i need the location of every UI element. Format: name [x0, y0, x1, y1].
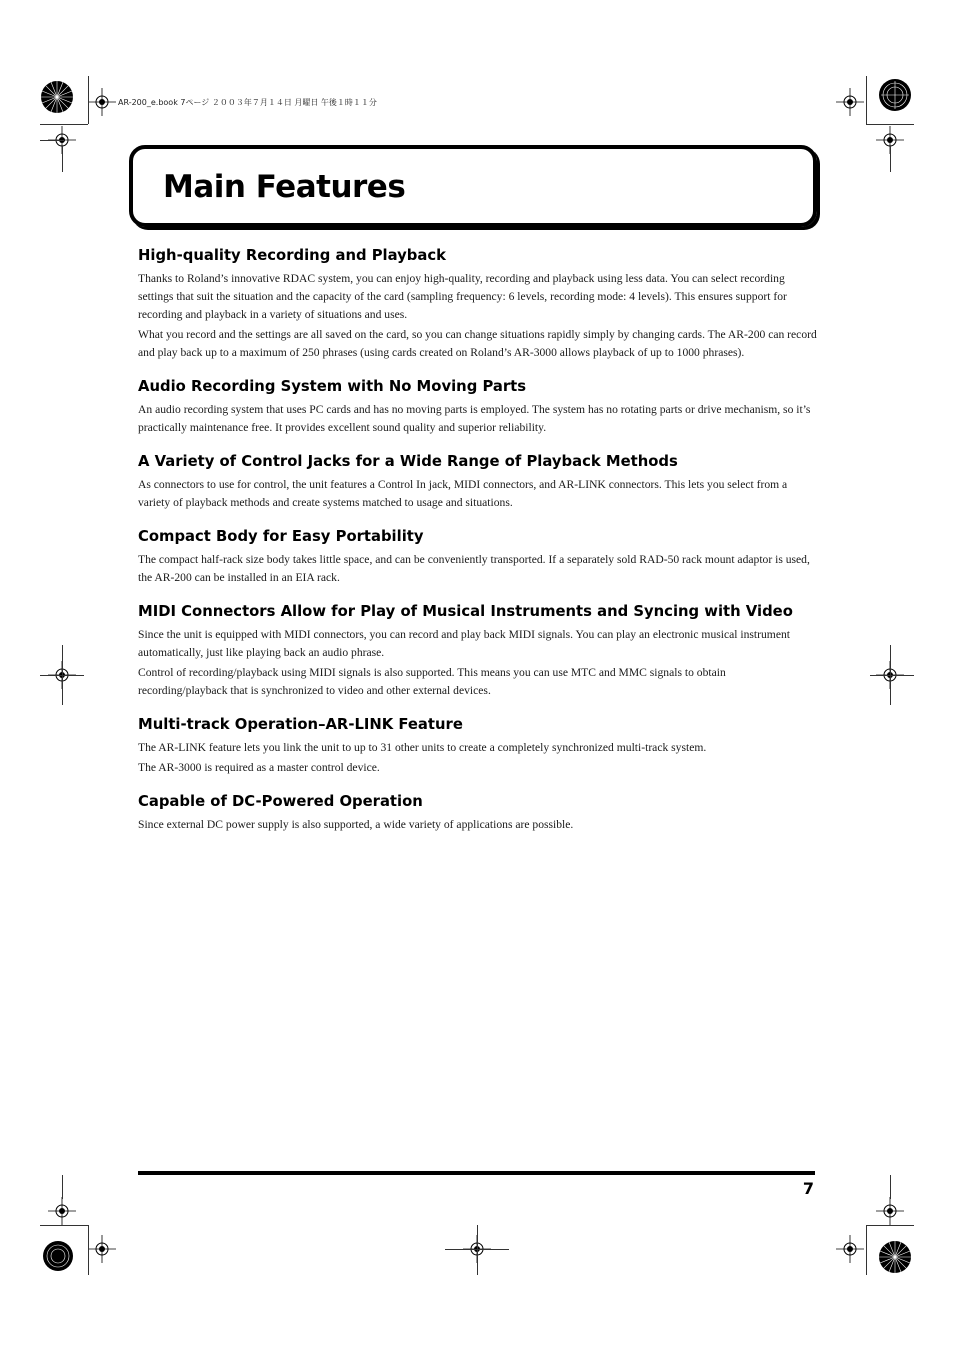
registration-target-icon — [40, 80, 74, 114]
crop-mark — [88, 1225, 89, 1275]
crop-mark — [40, 140, 64, 141]
section-paragraph: The AR-3000 is required as a master control device. — [138, 761, 380, 774]
section-heading: MIDI Connectors Allow for Play of Musical Instruments and Syncing with Video — [138, 603, 793, 620]
crop-mark — [62, 146, 63, 172]
registration-target-icon — [42, 1240, 74, 1272]
crosshair-icon — [48, 1197, 76, 1225]
section-paragraph: What you record and the settings are all saved on the card, so you can change situations rapidly simply by changing cards. The AR-200 can record and play back up to a maximum of 250 phrases (using cards created on Roland’s AR-3000 allows playback of up to 1000 phrases). — [138, 328, 817, 359]
crop-mark — [866, 1225, 914, 1226]
crosshair-icon — [836, 1235, 864, 1263]
section-paragraph: An audio recording system that uses PC cards and has no moving parts is employed. The system has no rotating parts or drive mechanism, so it’s practically maintenance free. It provides excellent sound quality and superior reliability. — [138, 403, 811, 434]
section-paragraph: As connectors to use for control, the unit features a Control In jack, MIDI connectors, and AR-LINK connectors. This lets you select from a variety of playback methods and create systems matched to usage and situations. — [138, 478, 788, 509]
section-paragraph: The AR-LINK feature lets you link the unit to up to 31 other units to create a completely synchronized multi-track system. — [138, 741, 707, 754]
crop-mark — [477, 1225, 478, 1275]
registration-target-icon — [878, 1240, 912, 1274]
section-control-jacks — [138, 453, 818, 512]
crop-mark — [866, 76, 867, 124]
section-heading: Audio Recording System with No Moving Parts — [138, 378, 527, 395]
section-paragraph: Since the unit is equipped with MIDI connectors, you can record and play back MIDI signals. You can play an electronic musical instrument automatically, just like playing back an audio phrase. — [138, 628, 790, 659]
print-file-info: AR-200_e.book 7ページ ２００３年７月１４日 月曜日 午後１時１１分 — [118, 98, 377, 107]
section-heading: A Variety of Control Jacks for a Wide Range of Playback Methods — [138, 453, 678, 470]
section-paragraph: Since external DC power supply is also supported, a wide variety of applications are possible. — [138, 818, 574, 831]
section-high-quality-recording — [138, 247, 818, 362]
section-paragraph: Thanks to Roland’s innovative RDAC system, you can enjoy high-quality, recording and playback using less data. You can select recording settings that suit the situation and the capacity of the card (sampling frequency: 6 levels, recording mode: 4 levels). This ensures support for recording and playback in a variety of situations and uses. — [138, 272, 787, 321]
section-no-moving-parts — [138, 378, 818, 437]
crop-mark — [62, 1175, 63, 1199]
crop-mark — [866, 124, 914, 125]
crop-mark — [890, 1175, 891, 1199]
section-dc-powered — [138, 793, 818, 834]
section-paragraph: The compact half-rack size body takes little space, and can be conveniently transported. If a separately sold RAD-50 rack mount adaptor is used, the AR-200 can be installed in an EIA rack. — [138, 553, 810, 584]
crosshair-icon — [88, 1235, 116, 1263]
crop-mark — [890, 645, 891, 705]
crop-mark — [40, 124, 88, 125]
page-title: Main Features — [163, 169, 406, 205]
footer-rule — [138, 1171, 815, 1175]
section-ar-link — [138, 716, 818, 777]
registration-target-icon — [878, 78, 912, 112]
section-heading: Multi-track Operation–AR-LINK Feature — [138, 716, 463, 733]
section-midi-connectors — [138, 603, 818, 700]
crop-mark — [88, 76, 89, 124]
title-box — [129, 145, 817, 227]
section-compact-body — [138, 528, 818, 587]
crosshair-icon — [876, 1197, 904, 1225]
crop-mark — [890, 146, 891, 172]
crosshair-icon — [88, 88, 116, 116]
section-heading: Capable of DC-Powered Operation — [138, 793, 423, 810]
crosshair-icon — [836, 88, 864, 116]
main-content — [138, 247, 818, 850]
section-paragraph: Control of recording/playback using MIDI signals is also supported. This means you can use MTC and MMC signals to obtain recording/playback that is synchronized to video and other external devices. — [138, 666, 726, 697]
crop-mark — [866, 1225, 867, 1275]
page-number: 7 — [802, 1179, 814, 1198]
section-heading: Compact Body for Easy Portability — [138, 528, 424, 545]
crop-mark — [40, 1225, 88, 1226]
section-heading: High-quality Recording and Playback — [138, 247, 446, 264]
crop-mark — [870, 675, 914, 676]
crop-mark — [62, 645, 63, 705]
